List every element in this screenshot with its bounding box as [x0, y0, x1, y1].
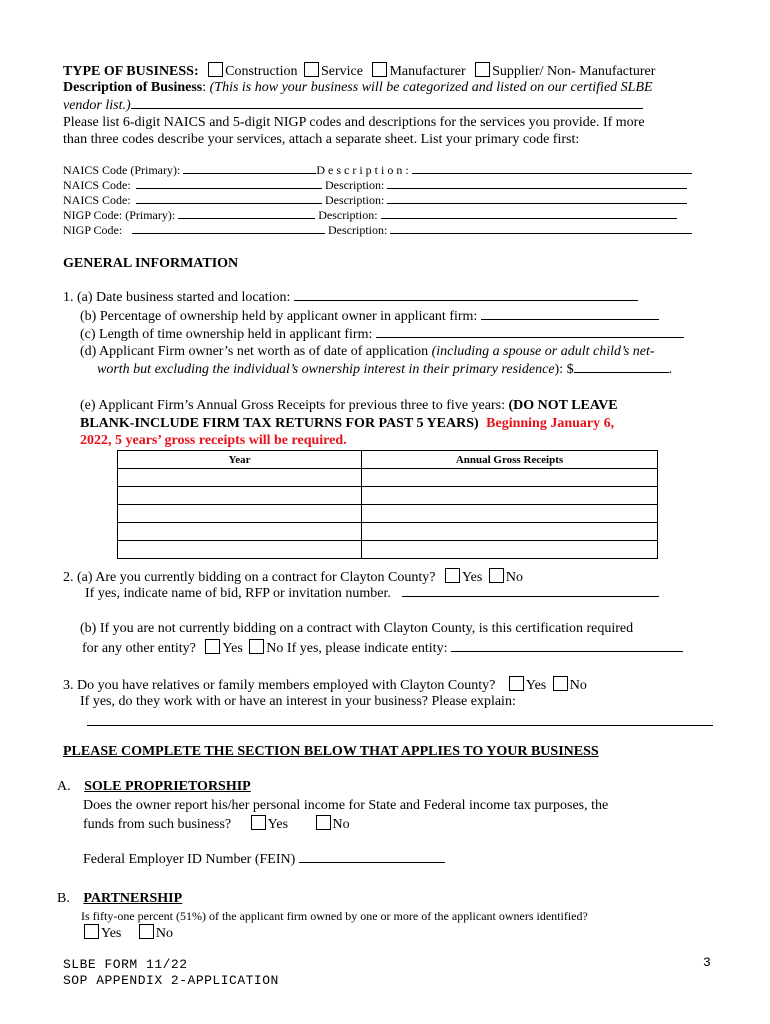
- year-cell[interactable]: [118, 523, 362, 541]
- question-3: [63, 676, 587, 694]
- question-2b-line2: [82, 639, 683, 657]
- description-field[interactable]: [387, 203, 687, 204]
- receipts-cell[interactable]: [362, 487, 658, 505]
- fein-label: Federal Employer ID Number (FEIN): [83, 852, 296, 867]
- q3-yes-checkbox[interactable]: [509, 676, 524, 691]
- q2b-yes-checkbox[interactable]: [205, 639, 220, 654]
- code-label: NAICS Code (Primary):: [63, 163, 181, 177]
- code-field[interactable]: [132, 233, 325, 234]
- description-note-2: vendor list.): [63, 98, 131, 113]
- service-label: Service: [320, 64, 363, 79]
- other-entity-field[interactable]: [451, 651, 683, 652]
- description-note: (This is how your business will be categorized and listed on our certified SLBE: [209, 80, 653, 95]
- partnership-no-checkbox[interactable]: [139, 924, 154, 939]
- question-1e-bold: (DO NOT LEAVE: [508, 398, 618, 413]
- supplier-checkbox[interactable]: [475, 62, 490, 77]
- code-row: [63, 178, 687, 193]
- question-1b-text: (b) Percentage of ownership held by applicant owner in applicant firm:: [80, 309, 478, 324]
- table-row: [118, 523, 658, 541]
- question-1d-period: .: [668, 362, 673, 377]
- partnership-question: Is fifty-one percent (51%) of the applicant firm owned by one or more of the applicant owners identified?: [81, 909, 588, 923]
- partnership-letter: B.: [57, 891, 70, 906]
- q3-no-checkbox[interactable]: [553, 676, 568, 691]
- fein-row: [83, 852, 445, 868]
- ownership-percentage-field[interactable]: [481, 319, 659, 320]
- q2b-no-checkbox[interactable]: [249, 639, 264, 654]
- general-information-heading: GENERAL INFORMATION: [63, 256, 239, 271]
- question-2a-follow: [85, 586, 659, 602]
- code-field[interactable]: [136, 203, 322, 204]
- code-field[interactable]: [178, 218, 315, 219]
- code-row: [63, 223, 692, 238]
- sole-question-text-2: funds from such business?: [83, 817, 232, 832]
- partnership-yes-checkbox[interactable]: [84, 924, 99, 939]
- q2a-yes-label: Yes: [461, 570, 483, 585]
- bid-number-field[interactable]: [402, 596, 659, 597]
- question-1d-line2: [97, 362, 672, 378]
- receipts-cell[interactable]: [362, 541, 658, 559]
- year-cell[interactable]: [118, 541, 362, 559]
- construction-checkbox[interactable]: [208, 62, 223, 77]
- description-label: Description:: [318, 208, 378, 222]
- description-label: Description of Business: [63, 80, 203, 95]
- description-field[interactable]: [381, 218, 677, 219]
- question-2b-follow-text: If yes, please indicate entity:: [286, 641, 448, 656]
- description-label: Description:: [328, 223, 388, 237]
- description-field[interactable]: [390, 233, 692, 234]
- table-row: [118, 541, 658, 559]
- code-label: NIGP Code: (Primary):: [63, 208, 176, 222]
- question-1e-red-2: 2022, 5 years’ gross receipts will be required.: [80, 433, 347, 448]
- question-2a: [63, 568, 523, 586]
- question-3-follow: If yes, do they work with or have an interest in your business? Please explain:: [80, 694, 516, 709]
- question-1e-red: Beginning January 6,: [486, 416, 615, 431]
- partnership-options: [81, 924, 173, 942]
- year-header: Year: [118, 451, 362, 469]
- description-label: D e s c r i p t i o n :: [316, 163, 409, 177]
- description-field[interactable]: [131, 108, 643, 109]
- page-number: 3: [703, 955, 712, 970]
- description-label: Description:: [325, 193, 385, 207]
- fein-field[interactable]: [299, 862, 445, 863]
- sole-title: SOLE PROPRIETORSHIP: [84, 779, 251, 794]
- section-heading: PLEASE COMPLETE THE SECTION BELOW THAT APPLIES TO YOUR BUSINESS: [63, 744, 599, 759]
- sole-yes-checkbox[interactable]: [251, 815, 266, 830]
- receipts-cell[interactable]: [362, 469, 658, 487]
- year-cell[interactable]: [118, 505, 362, 523]
- year-cell[interactable]: [118, 469, 362, 487]
- year-cell[interactable]: [118, 487, 362, 505]
- code-field[interactable]: [136, 188, 322, 189]
- description-row-2: [63, 98, 643, 114]
- q3-no-label: No: [569, 678, 587, 693]
- sole-question: Does the owner report his/her personal income for State and Federal income tax purposes, the: [83, 798, 609, 813]
- question-1e-bold-2: BLANK-INCLUDE FIRM TAX RETURNS FOR PAST 5 YEARS): [80, 416, 479, 431]
- table-header-row: [118, 451, 658, 469]
- q2a-no-checkbox[interactable]: [489, 568, 504, 583]
- sole-proprietorship-heading: [57, 779, 251, 795]
- code-label: NAICS Code:: [63, 193, 131, 207]
- question-1c: [80, 327, 684, 343]
- code-field[interactable]: [183, 173, 316, 174]
- codes-instructions-1: Please list 6-digit NAICS and 5-digit NIGP codes and descriptions for the services you provide. If more: [63, 115, 645, 130]
- description-label: Description:: [325, 178, 385, 192]
- footer-appendix: SOP APPENDIX 2-APPLICATION: [63, 973, 279, 988]
- code-row: [63, 193, 687, 208]
- question-3-text: 3. Do you have relatives or family members employed with Clayton County?: [63, 678, 496, 693]
- codes-instructions-2: than three codes describe your services, attach a separate sheet. List your primary code first:: [63, 132, 580, 147]
- net-worth-field[interactable]: [574, 372, 669, 373]
- question-2a-follow-text: If yes, indicate name of bid, RFP or invitation number.: [85, 586, 391, 601]
- partnership-yes-label: Yes: [101, 926, 122, 941]
- question-2b-text-2: for any other entity?: [82, 641, 196, 656]
- table-row: [118, 505, 658, 523]
- question-2a-text: 2. (a) Are you currently bidding on a contract for Clayton County?: [63, 570, 436, 585]
- question-2b: [80, 621, 633, 637]
- partnership-heading: [57, 891, 182, 907]
- question-2b-text: (b) If you are not currently bidding on a contract with Clayton County, is this certification required: [80, 621, 634, 636]
- q3-yes-label: Yes: [525, 678, 547, 693]
- sole-question-2: [83, 815, 350, 833]
- partnership-no-label: No: [155, 926, 173, 941]
- description-field[interactable]: [387, 188, 687, 189]
- sole-no-checkbox[interactable]: [316, 815, 331, 830]
- question-1a: [63, 290, 638, 306]
- gross-receipts-table: [117, 450, 658, 559]
- q2a-no-label: No: [505, 570, 523, 585]
- description-colon: :: [202, 80, 207, 95]
- sole-letter: A.: [57, 779, 71, 794]
- question-1d-text: (d) Applicant Firm owner’s net worth as of date of application: [80, 344, 432, 359]
- question-1d-italic-2: worth but excluding the individual’s ownership interest in their primary residence: [97, 362, 555, 377]
- question-1b: [80, 309, 659, 325]
- question-1e-line2: [80, 416, 614, 432]
- table-row: [118, 487, 658, 505]
- code-row: [63, 208, 677, 223]
- sole-yes-label: Yes: [267, 817, 289, 832]
- annual-gross-receipts-header: Annual Gross Receipts: [362, 451, 658, 469]
- code-label: NIGP Code:: [63, 223, 123, 237]
- supplier-label: Supplier/ Non- Manufacturer: [492, 64, 656, 79]
- description-field[interactable]: [412, 173, 692, 174]
- question-1c-text: (c) Length of time ownership held in applicant firm:: [80, 327, 373, 342]
- question-1e-text: (e) Applicant Firm’s Annual Gross Receipts for previous three to five years:: [80, 398, 509, 413]
- question-1d-dollar: ): $: [554, 362, 574, 377]
- description-row: [63, 80, 653, 96]
- code-label: NAICS Code:: [63, 178, 131, 192]
- sole-no-label: No: [332, 817, 350, 832]
- explanation-field[interactable]: [87, 725, 713, 726]
- type-of-business-label: TYPE OF BUSINESS:: [63, 64, 199, 79]
- construction-label: Construction: [225, 64, 298, 79]
- footer-form-number: SLBE FORM 11/22: [63, 957, 188, 972]
- question-1e: [80, 398, 618, 414]
- date-location-field[interactable]: [294, 300, 638, 301]
- service-checkbox[interactable]: [304, 62, 319, 77]
- question-1a-text: 1. (a) Date business started and location:: [63, 290, 291, 305]
- q2b-yes-label: Yes: [222, 641, 243, 656]
- type-of-business-row: [63, 62, 655, 80]
- receipts-cell[interactable]: [362, 505, 658, 523]
- table-row: [118, 469, 658, 487]
- receipts-cell[interactable]: [362, 523, 658, 541]
- manufacturer-checkbox[interactable]: [372, 62, 387, 77]
- question-1d-italic: (including a spouse or adult child’s net-: [431, 344, 655, 359]
- question-1e-line3: [80, 433, 347, 449]
- q2b-no-label: No: [266, 641, 284, 656]
- ownership-length-field[interactable]: [376, 337, 684, 338]
- q2a-yes-checkbox[interactable]: [445, 568, 460, 583]
- partnership-title: PARTNERSHIP: [83, 891, 183, 906]
- question-1d: [80, 344, 655, 360]
- code-row: [63, 163, 692, 178]
- manufacturer-label: Manufacturer: [389, 64, 466, 79]
